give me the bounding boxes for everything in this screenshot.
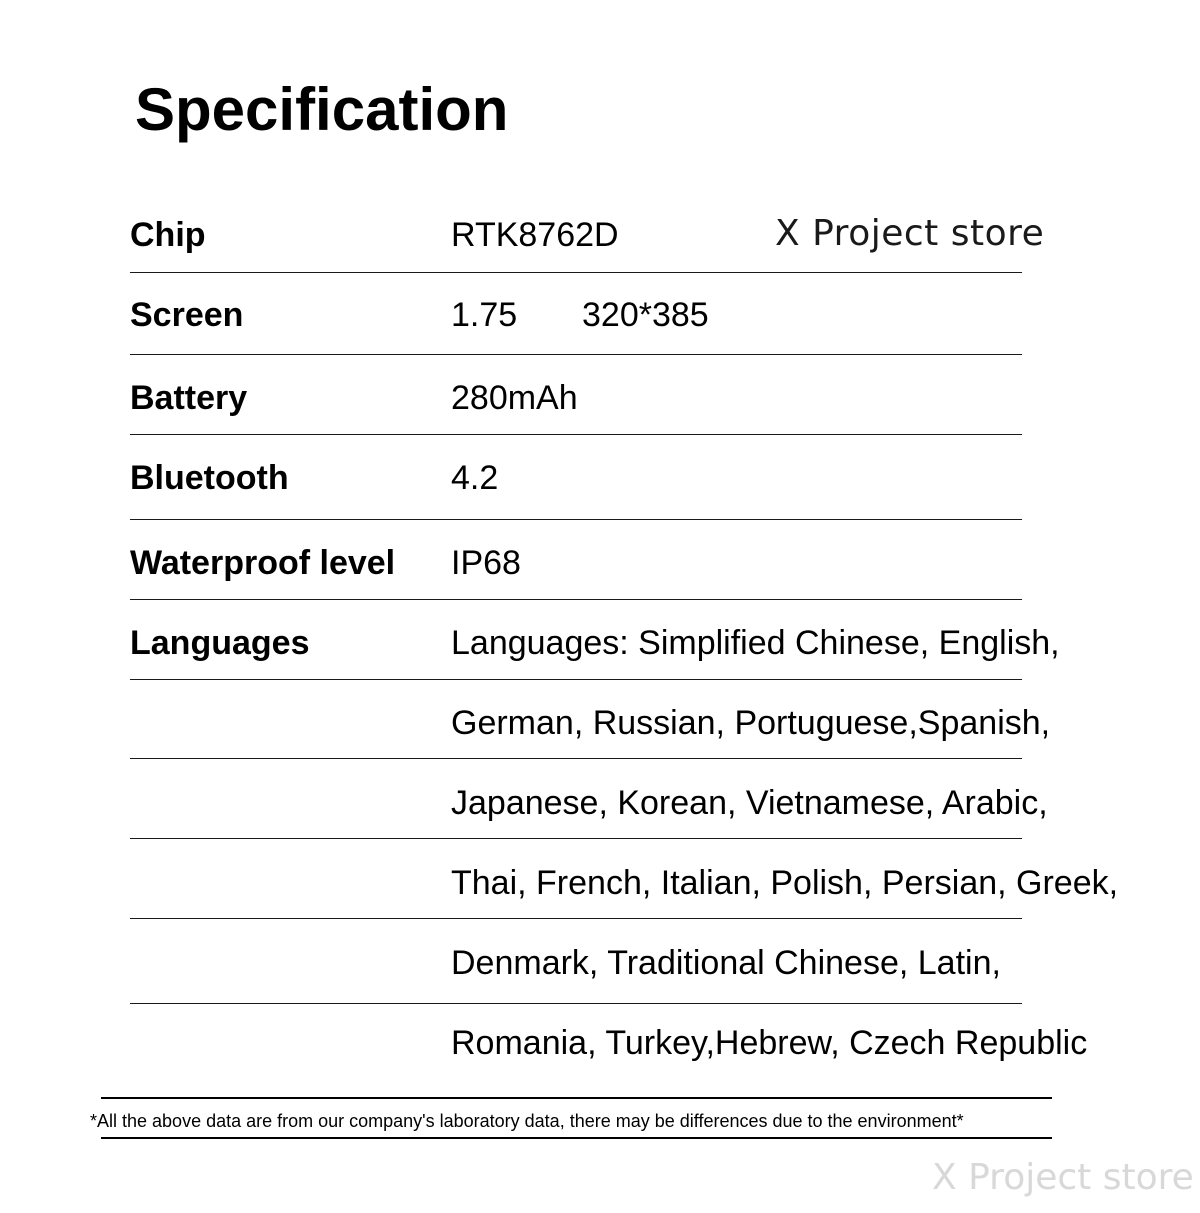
row-divider: [130, 918, 1022, 919]
languages-line: Japanese, Korean, Vietnamese, Arabic,: [451, 784, 1048, 822]
chip-value: RTK8762D: [451, 216, 619, 254]
screen-resolution-value: 320*385: [582, 296, 709, 334]
row-divider: [130, 272, 1022, 273]
footnote-top-rule: [101, 1097, 1052, 1099]
languages-line: Romania, Turkey,Hebrew, Czech Republic: [451, 1024, 1088, 1062]
row-divider: [130, 434, 1022, 435]
waterproof-value: IP68: [451, 544, 521, 582]
waterproof-label: Waterproof level: [130, 544, 396, 582]
battery-value: 280mAh: [451, 379, 578, 417]
row-divider: [130, 354, 1022, 355]
row-divider: [130, 838, 1022, 839]
screen-label: Screen: [130, 296, 244, 334]
battery-label: Battery: [130, 379, 248, 417]
languages-line: Denmark, Traditional Chinese, Latin,: [451, 944, 1001, 982]
footnote: *All the above data are from our company's laboratory data, there may be differences due to the environment*: [90, 1111, 964, 1131]
footnote-bottom-rule: [101, 1137, 1052, 1139]
languages-line: German, Russian, Portuguese,Spanish,: [451, 704, 1051, 742]
chip-label: Chip: [130, 216, 206, 254]
store-watermark-bottom: X Project store: [932, 1157, 1194, 1198]
row-divider: [130, 679, 1022, 680]
row-divider: [130, 599, 1022, 600]
store-watermark-top: X Project store: [775, 213, 1045, 254]
bluetooth-value: 4.2: [451, 459, 499, 497]
page-title: Specification: [135, 76, 509, 143]
row-divider: [130, 1003, 1022, 1004]
row-divider: [130, 519, 1022, 520]
screen-size-value: 1.75: [451, 296, 518, 334]
languages-label: Languages: [130, 624, 310, 662]
languages-line: Thai, French, Italian, Polish, Persian, Greek,: [451, 864, 1119, 902]
languages-line: Languages: Simplified Chinese, English,: [451, 624, 1060, 662]
bluetooth-label: Bluetooth: [130, 459, 289, 497]
row-divider: [130, 758, 1022, 759]
